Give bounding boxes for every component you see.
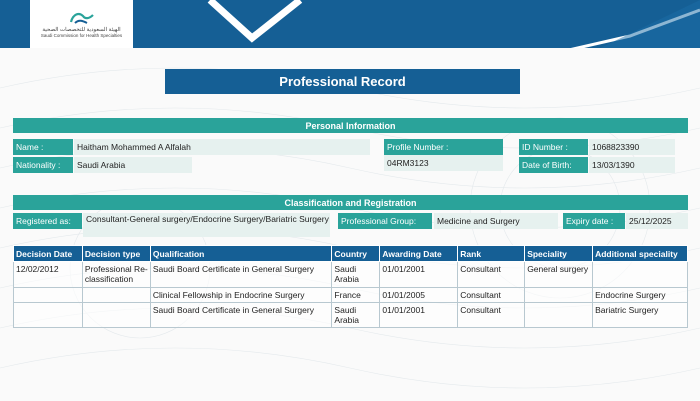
personal-info-heading: Personal Information [13, 118, 688, 133]
table-row [14, 262, 688, 288]
dob-label: Date of Birth: [519, 157, 588, 173]
table-cell [525, 288, 593, 303]
table-cell: France [332, 288, 380, 303]
table-cell [525, 303, 593, 328]
column-header: Rank [458, 246, 525, 262]
column-header: Qualification [150, 246, 332, 262]
column-header: Additional speciality [593, 246, 688, 262]
id-number-value: 1068823390 [589, 139, 675, 155]
column-header: Awarding Date [380, 246, 458, 262]
logo [30, 0, 133, 48]
profile-number-label: Profile Number : [384, 139, 503, 155]
table-header-row [14, 246, 688, 262]
nationality-label: Nationality : [13, 157, 73, 173]
column-header: Decision type [82, 246, 150, 262]
table-cell: Saudi Board Certificate in General Surgery [150, 262, 332, 288]
table-cell [14, 288, 83, 303]
registered-as-value: Consultant-General surgery/Endocrine Surgery/Bariatric Surgery [83, 213, 330, 237]
registered-as-label: Registered as: [13, 213, 82, 229]
table-cell: 01/01/2005 [380, 288, 458, 303]
table-row [14, 288, 688, 303]
expiry-date-label: Expiry date : [563, 213, 625, 229]
dob-value: 13/03/1390 [589, 157, 675, 173]
profile-number-value: 04RM3123 [384, 155, 503, 171]
nationality-value: Saudi Arabia [74, 157, 192, 173]
logo-icon [65, 10, 99, 26]
table-row [14, 303, 688, 328]
table-cell: General surgery [525, 262, 593, 288]
qualifications-table [13, 245, 688, 328]
page-header [0, 0, 700, 48]
classification-heading: Classification and Registration [13, 195, 688, 210]
table-cell: Saudi Arabia [332, 303, 380, 328]
page-title: Professional Record [165, 69, 520, 94]
column-header: Country [332, 246, 380, 262]
expiry-date-value: 25/12/2025 [626, 213, 688, 229]
table-cell: Saudi Board Certificate in General Surgery [150, 303, 332, 328]
table-cell: Endocrine Surgery [593, 288, 688, 303]
table-cell: 12/02/2012 [14, 262, 83, 288]
table-cell: Clinical Fellowship in Endocrine Surgery [150, 288, 332, 303]
column-header: Decision Date [14, 246, 83, 262]
table-cell: 01/01/2001 [380, 303, 458, 328]
logo-text-arabic: الهيئة السعودية للتخصصات الصحية [42, 27, 121, 33]
table-cell [82, 303, 150, 328]
professional-group-label: Professional Group: [338, 213, 432, 229]
table-cell: Consultant [458, 303, 525, 328]
id-number-label: ID Number : [519, 139, 588, 155]
name-value: Haitham Mohammed A Alfalah [74, 139, 370, 155]
professional-group-value: Medicine and Surgery [434, 213, 558, 229]
table-cell [82, 288, 150, 303]
table-cell: 01/01/2001 [380, 262, 458, 288]
table-cell: Bariatric Surgery [593, 303, 688, 328]
name-label: Name : [13, 139, 73, 155]
table-cell [593, 262, 688, 288]
logo-text-english: Saudi Commission for Health Specialties [40, 33, 123, 38]
table-cell [14, 303, 83, 328]
table-cell: Professional Re-classification [82, 262, 150, 288]
table-cell: Saudi Arabia [332, 262, 380, 288]
column-header: Speciality [525, 246, 593, 262]
table-cell: Consultant [458, 262, 525, 288]
table-cell: Consultant [458, 288, 525, 303]
